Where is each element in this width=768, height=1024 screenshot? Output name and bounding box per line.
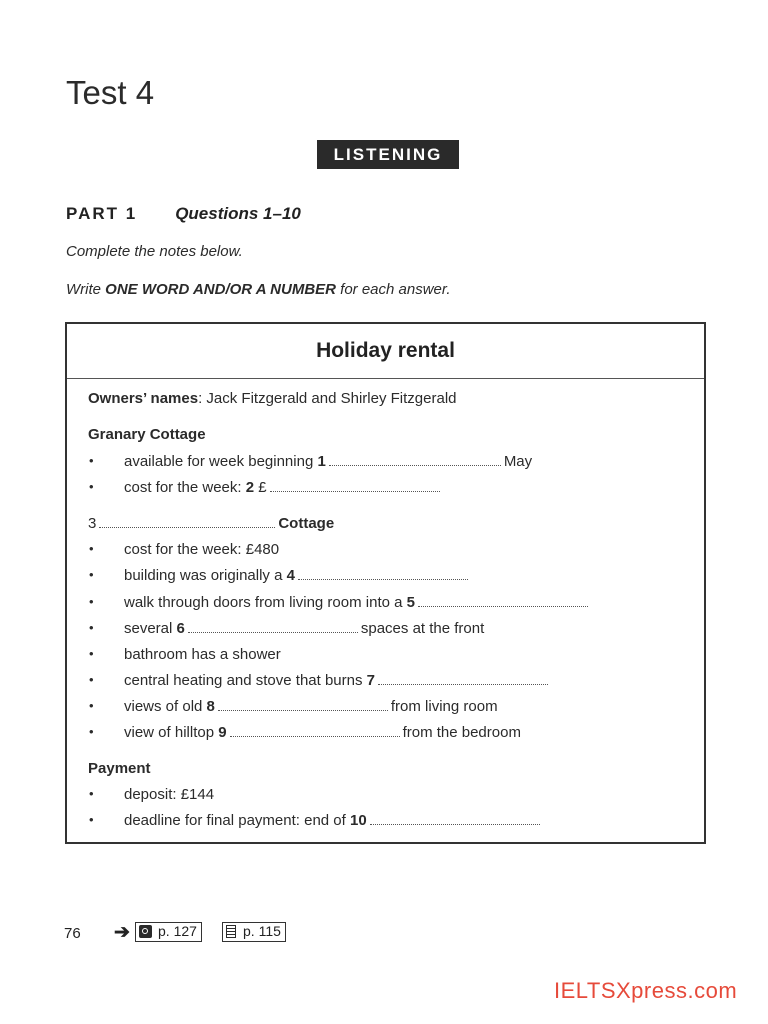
arrow-right-icon: ➔ bbox=[114, 922, 130, 943]
bullet-icon: • bbox=[89, 594, 94, 609]
audio-script-icon bbox=[139, 925, 152, 938]
owners-value: : Jack Fitzgerald and Shirley Fitzgerald bbox=[198, 390, 457, 407]
test-title: Test 4 bbox=[66, 74, 155, 111]
bullet-icon: • bbox=[89, 698, 94, 713]
question-number: 1 bbox=[317, 453, 326, 470]
question-number: 6 bbox=[176, 620, 185, 637]
bullet-icon: • bbox=[89, 453, 94, 468]
part-heading bbox=[66, 204, 301, 224]
answer-blank-9[interactable] bbox=[230, 724, 400, 737]
answer-blank-8[interactable] bbox=[218, 698, 388, 711]
answer-blank-4[interactable] bbox=[298, 567, 468, 580]
bullet-icon: • bbox=[89, 646, 94, 661]
question-number: 9 bbox=[218, 724, 227, 741]
instruction-emphasis: ONE WORD AND/OR A NUMBER bbox=[105, 281, 336, 298]
question-number: 2 bbox=[245, 479, 255, 496]
owners-line bbox=[88, 390, 457, 407]
section-badge: LISTENING bbox=[317, 140, 459, 169]
bullet-icon: • bbox=[89, 541, 94, 556]
watermark: IELTSXpress.com bbox=[554, 978, 738, 1003]
answer-blank-5[interactable] bbox=[418, 594, 588, 607]
question-number: 10 bbox=[349, 812, 367, 829]
notes-box: Holiday rental Owners’ names: Jack Fitzgerald and Shirley Fitzgerald Granary Cottage • available for week beginning 1 May • cost for the week: 2 £ 3 Cottage • cost for the week: £480 • building was originally a 4 • walk through doors from living room into a 5 • several 6 spaces at the front • bathroom has a shower • central heating and stove that burns 7 • views of old 8 from living room • view of hilltop 9 from the bedroom Payment • deposit: £144 • deadline for final payment: end of 10 bbox=[65, 322, 706, 844]
answer-blank-3[interactable] bbox=[99, 515, 275, 528]
question-number: 5 bbox=[406, 594, 415, 611]
owners-label: Owners’ names bbox=[88, 390, 199, 407]
instruction-write: Write ONE WORD AND/OR A NUMBER for each answer. bbox=[66, 281, 451, 298]
payment-heading: Payment bbox=[88, 760, 151, 777]
part-label: PART 1 bbox=[66, 204, 138, 223]
answer-blank-7[interactable] bbox=[378, 672, 548, 685]
instruction-complete: Complete the notes below. bbox=[66, 243, 243, 260]
bullet-icon: • bbox=[89, 620, 94, 635]
audio-script-reference[interactable]: p. 127 bbox=[135, 922, 202, 942]
answer-blank-6[interactable] bbox=[188, 620, 358, 633]
bullet-icon: • bbox=[89, 479, 94, 494]
bullet-icon: • bbox=[89, 672, 94, 687]
answer-blank-1[interactable] bbox=[329, 453, 501, 466]
bullet-icon: • bbox=[89, 786, 94, 801]
question-number: 7 bbox=[366, 672, 376, 689]
bullet-icon: • bbox=[89, 567, 94, 582]
question-number: 3 bbox=[88, 515, 97, 532]
bullet-icon: • bbox=[89, 812, 94, 827]
question-number: 4 bbox=[286, 567, 295, 584]
answer-key-reference[interactable]: p. 115 bbox=[222, 922, 286, 942]
notes-title: Holiday rental bbox=[67, 324, 704, 379]
answer-blank-2[interactable] bbox=[270, 479, 440, 492]
answer-key-icon bbox=[226, 925, 236, 938]
question-number: 8 bbox=[206, 698, 215, 715]
granary-heading: Granary Cottage bbox=[88, 426, 206, 443]
bullet-icon: • bbox=[89, 724, 94, 739]
questions-label: Questions 1–10 bbox=[175, 204, 301, 223]
page-number: 76 bbox=[64, 925, 81, 942]
cottage-heading: 3 Cottage bbox=[88, 515, 335, 532]
answer-blank-10[interactable] bbox=[370, 812, 540, 825]
